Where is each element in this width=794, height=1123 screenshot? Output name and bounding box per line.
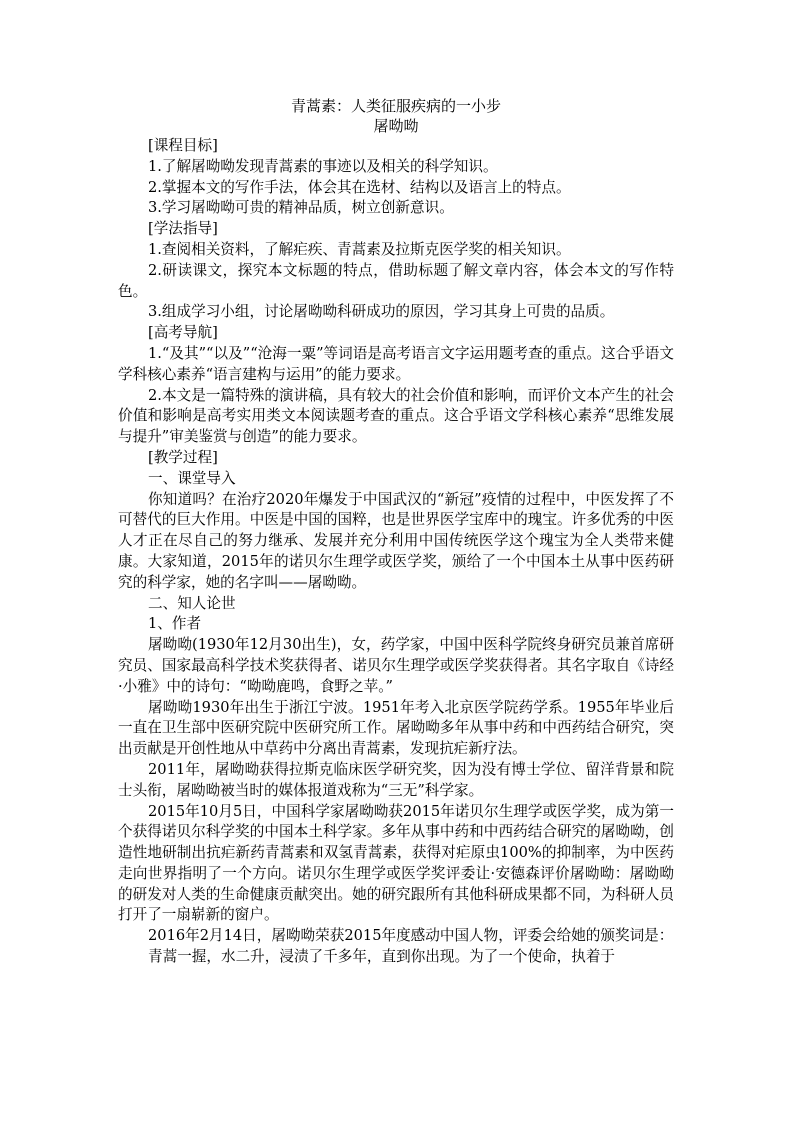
- exam-guide-item-2: 2.本文是一篇特殊的演讲稿，具有较大的社会价值和影响，而评价文本产生的社会价值和影响是高考实用类文本阅读题考查的重点。这合乎语文学科核心素养“思维发展与提升”审美鉴赏与创造”的能力要求。: [118, 386, 674, 446]
- section-heading-exam-guide: [高考导航]: [148, 324, 218, 342]
- paragraph-touching-china: 2016年2月14日，屠呦呦荣获2015年度感动中国人物，评委会给她的颁奖词是：: [148, 927, 674, 945]
- subheading-know-the-author: 二、知人论世: [148, 594, 236, 612]
- paragraph-nobel-prize: 2015年10月5日，中国科学家屠呦呦获2015年诺贝尔生理学或医学奖，成为第一个获得诺贝尔科学奖的中国本土科学家。多年从事中药和中西药结合研究的屠呦呦，创造性地研制出抗疟新药青蒿素和双氢青蒿素，获得对疟原虫100%的抑制率，为中医药走向世界指明了一个方向。诺贝尔生理学或医学奖评委让·安德森评价屠呦呦：屠呦呦的研发对人类的生命健康贡献突出。她的研究跟所有其他科研成果都不同，为科研人员打开了一扇崭新的窗户。: [118, 802, 674, 924]
- subheading-author: 1、作者: [148, 615, 202, 633]
- goal-item-2: 2.掌握本文的写作手法，体会其在选材、结构以及语言上的特点。: [148, 178, 571, 196]
- study-guide-item-3: 3.组成学习小组，讨论屠呦呦科研成功的原因，学习其身上可贵的品质。: [148, 303, 615, 321]
- section-heading-teaching-process: [教学过程]: [148, 448, 218, 466]
- document-page: [118, 96, 674, 968]
- section-heading-study-guide: [学法指导]: [148, 220, 218, 238]
- paragraph-author-career: 屠呦呦1930年出生于浙江宁波。1951年考入北京医学院药学系。1955年毕业后一直在卫生部中医研究院中医研究所工作。屠呦呦多年从事中药和中西药结合研究，突出贡献是开创性地从中草药中分离出青蒿素，发现抗疟新疗法。: [118, 698, 674, 758]
- study-guide-item-2: 2.研读课文，探究本文标题的特点，借助标题了解文章内容，体会本文的写作特色。: [118, 261, 674, 300]
- exam-guide-item-1: 1.“及其”“以及”“沧海一粟”等词语是高考语言文字运用题考查的重点。这合乎语文学科核心素养“语言建构与运用”的能力要求。: [118, 344, 674, 383]
- goal-item-1: 1.了解屠呦呦发现青蒿素的事迹以及相关的科学知识。: [148, 157, 498, 175]
- subheading-class-intro: 一、课堂导入: [148, 469, 236, 487]
- section-heading-course-goals: [课程目标]: [148, 137, 218, 154]
- document-title: 青蒿素：人类征服疾病的一小步: [290, 97, 501, 115]
- paragraph-lasker-award: 2011年，屠呦呦获得拉斯克临床医学研究奖，因为没有博士学位、留洋背景和院士头衔，屠呦呦被当时的媒体报道戏称为“三无”科学家。: [118, 760, 674, 799]
- paragraph-intro: 你知道吗？在治疗2020年爆发于中国武汉的“新冠”疫情的过程中，中医发挥了不可替代的巨大作用。中医是中国的国粹，也是世界医学宝库中的瑰宝。许多优秀的中医人才正在尽自己的努力继承、发展并充分利用中国传统医学这个瑰宝为全人类带来健康。大家知道，2015年的诺贝尔生理学或医学奖，颁给了一个中国本土从事中医药研究的科学家，她的名字叫——屠呦呦。: [118, 490, 674, 591]
- study-guide-item-1: 1.查阅相关资料，了解疟疾、青蒿素及拉斯克医学奖的相关知识。: [148, 240, 571, 258]
- paragraph-author-bio: 屠呦呦(1930年12月30出生)，女，药学家，中国中医科学院终身研究员兼首席研究员、国家最高科学技术奖获得者、诺贝尔生理学或医学奖获得者。其名字取自《诗经·小雅》中的诗句：“呦呦鹿鸣，食野之苹。”: [118, 636, 674, 695]
- paragraph-award-citation: 青蒿一握，水二升，浸渍了千多年，直到你出现。为了一个使命，执着于: [148, 948, 616, 966]
- document-author: 屠呦呦: [373, 117, 419, 135]
- goal-item-3: 3.学习屠呦呦可贵的精神品质，树立创新意识。: [148, 199, 454, 217]
